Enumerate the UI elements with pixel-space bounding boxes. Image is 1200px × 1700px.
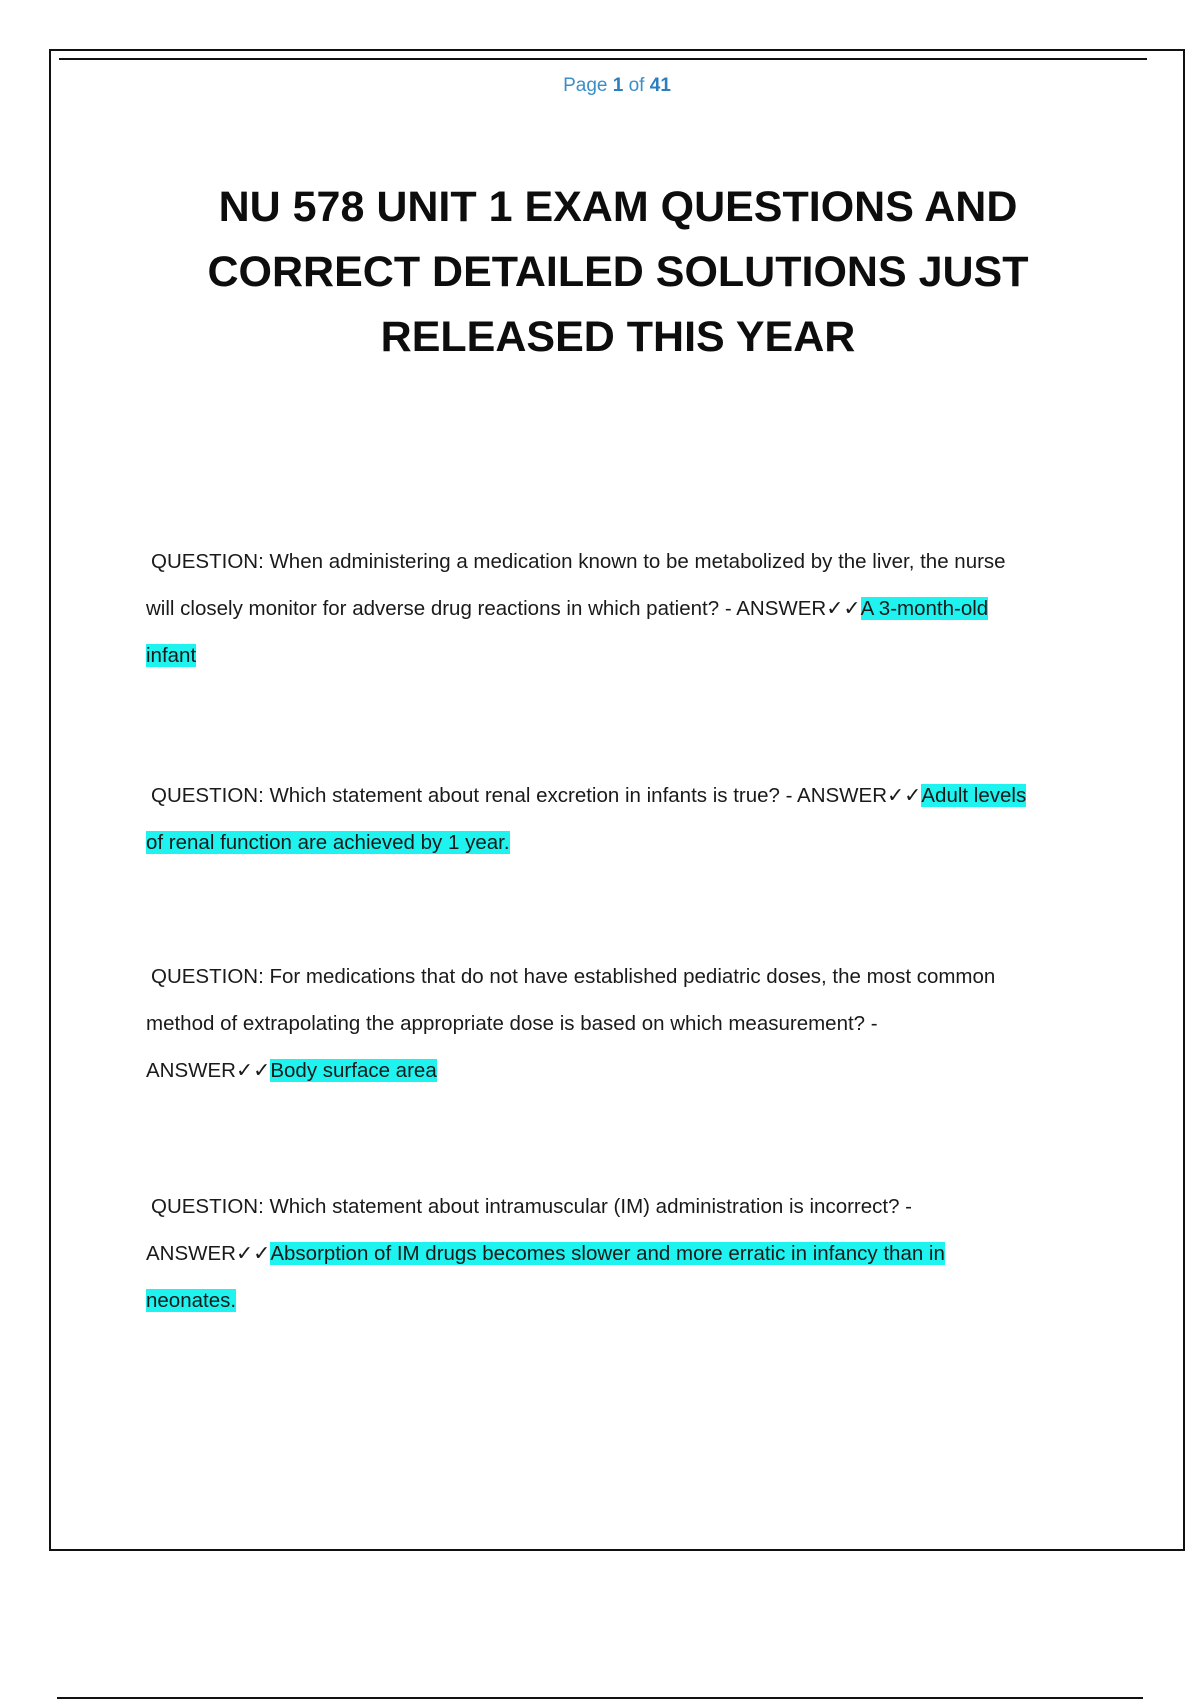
- answer-cont: [146, 819, 1136, 866]
- question-text: [146, 772, 1136, 819]
- question-text: QUESTION: When administering a medication known to be metabolized by the liver, the nurse: [151, 550, 1006, 573]
- qa-item-2: [146, 772, 1136, 866]
- question-text: QUESTION: For medications that do not have established pediatric doses, the most common: [151, 965, 996, 988]
- qa-item-4: [146, 1183, 1136, 1324]
- answer-highlight: A 3-month-old: [860, 597, 989, 620]
- question-text-cont: [146, 585, 1136, 632]
- page-frame: [49, 49, 1185, 1551]
- qa-item-1: [146, 538, 1136, 679]
- question-answer-prefix: will closely monitor for adverse drug reactions in which patient? - ANSWER✓✓: [146, 597, 861, 620]
- document-title: [151, 175, 1085, 370]
- answer-cont: [146, 1277, 1136, 1324]
- answer-cont: [146, 632, 1136, 679]
- title-line-2: CORRECT DETAILED SOLUTIONS JUST: [207, 248, 1029, 296]
- question-text-cont: method of extrapolating the appropriate dose is based on which measurement? -: [146, 1012, 878, 1035]
- page-total: 41: [649, 75, 671, 96]
- answer-highlight-cont: neonates.: [146, 1289, 237, 1312]
- top-rule: [59, 58, 1147, 60]
- answer-prefix: ANSWER✓✓: [146, 1242, 271, 1265]
- answer-line: [146, 1230, 1136, 1277]
- answer-prefix: ANSWER✓✓: [146, 1059, 271, 1082]
- qa-item-3: [146, 953, 1136, 1094]
- answer-highlight: Absorption of IM drugs becomes slower and more erratic in infancy than in: [270, 1242, 945, 1265]
- answer-highlight-cont: of renal function are achieved by 1 year.: [146, 831, 510, 854]
- next-page-top-rule: [57, 1697, 1143, 1699]
- page-prefix: Page: [563, 75, 608, 96]
- answer-highlight: Body surface area: [270, 1059, 437, 1082]
- page-indicator: [51, 75, 1183, 97]
- page-of: of: [628, 75, 645, 96]
- question-answer-prefix: QUESTION: Which statement about renal excretion in infants is true? - ANSWER✓✓: [151, 784, 922, 807]
- question-text: QUESTION: Which statement about intramuscular (IM) administration is incorrect? -: [151, 1195, 913, 1218]
- answer-highlight-cont: infant: [146, 644, 197, 667]
- title-line-3: RELEASED THIS YEAR: [380, 313, 856, 361]
- answer-highlight: Adult levels: [921, 784, 1027, 807]
- page-current: 1: [612, 75, 624, 96]
- title-line-1: NU 578 UNIT 1 EXAM QUESTIONS AND: [218, 183, 1018, 231]
- answer-line: [146, 1047, 1136, 1094]
